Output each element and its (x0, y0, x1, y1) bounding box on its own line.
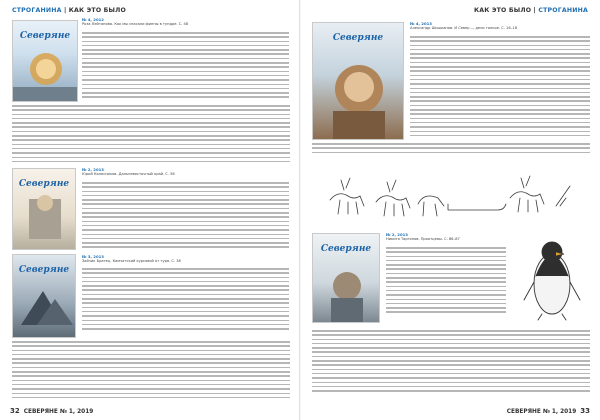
article-ref: № 2, 2013 (386, 232, 408, 237)
article-body-text (82, 268, 289, 332)
magazine-cover-thumbnail[interactable] (12, 168, 76, 250)
header-title: КАК ЭТО БЫЛО (68, 7, 126, 14)
cover-photo-icon (13, 21, 78, 102)
magazine-issue: СЕВЕРЯНЕ № 1, 2019 (506, 409, 577, 415)
header-separator: | (61, 7, 69, 14)
article-body-text (12, 341, 290, 401)
magazine-cover-thumbnail[interactable] (12, 254, 76, 338)
page-number: 33 (580, 407, 590, 415)
reindeer-sketch-illustration (320, 160, 580, 230)
cover-logo: Северяне (18, 265, 70, 275)
article-ref: № 4, 2013 (410, 21, 432, 26)
article-block (12, 18, 290, 27)
left-page-header (12, 7, 126, 14)
article-author: Никита Таргонов. Праотцевы. С. 86–87 (386, 237, 460, 242)
magazine-cover-thumbnail[interactable] (312, 22, 404, 140)
article-ref: № 2, 2013 (82, 167, 104, 172)
magazine-cover-thumbnail[interactable] (312, 233, 380, 323)
cover-logo: Северяне (19, 31, 71, 41)
article-body-text (312, 330, 590, 394)
article-ref: № 4, 2012 (82, 17, 104, 22)
left-page-footer (10, 407, 93, 415)
right-page (300, 0, 600, 420)
article-body-text (410, 36, 590, 139)
cover-photo-icon (313, 234, 380, 323)
cover-logo: Северяне (320, 244, 372, 254)
article-body-text (82, 182, 289, 251)
cover-photo-icon (13, 255, 76, 338)
header-section: СТРОГАНИНА (12, 7, 62, 14)
penguin-sketch-illustration (512, 226, 592, 326)
article-body-text (312, 143, 590, 156)
right-page-footer (507, 407, 590, 415)
magazine-cover-thumbnail[interactable] (12, 20, 78, 102)
right-page-header (474, 7, 588, 14)
header-title: КАК ЭТО БЫЛО (474, 7, 532, 14)
article-author: Зайчик Братец. Камчатский курсовой от тура. С. 38 (82, 259, 181, 264)
article-body-text (12, 105, 290, 165)
article-block (82, 168, 289, 177)
cover-logo: Северяне (18, 179, 70, 189)
article-block (386, 233, 506, 242)
header-section: СТРОГАНИНА (538, 7, 588, 14)
cover-photo-icon (13, 169, 76, 250)
page-number: 32 (10, 407, 20, 415)
article-ref: № 3, 2013 (82, 254, 104, 259)
article-body-text (82, 32, 289, 101)
article-author: Александр Шишканов. И Север — дело тонкое. С. 16–18 (410, 26, 517, 31)
magazine-issue: СЕВЕРЯНЕ № 1, 2019 (23, 409, 94, 415)
cover-logo: Северяне (332, 33, 384, 43)
article-block (410, 22, 590, 31)
article-body-text (386, 247, 506, 316)
article-author: Роза Лейтанова. Как мы спасали финны в тундре. С. 48 (82, 22, 189, 27)
article-author: Юрий Колесников. Дальневосточный край. С. 56 (82, 172, 175, 177)
header-separator: | (531, 7, 539, 14)
cover-photo-icon (313, 23, 404, 140)
article-block (82, 255, 289, 264)
